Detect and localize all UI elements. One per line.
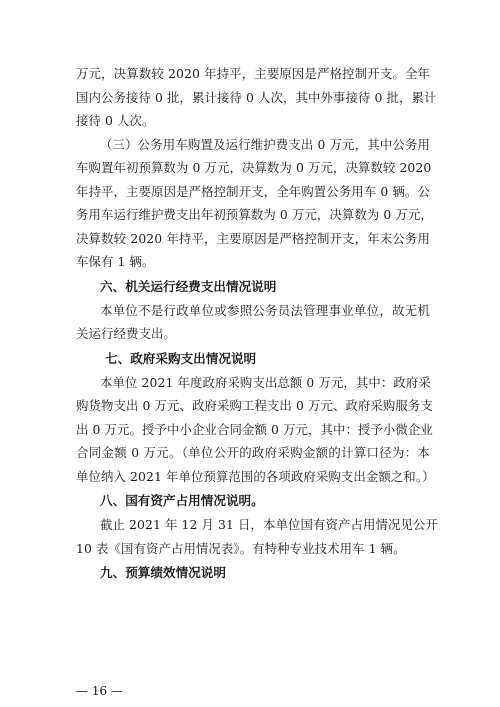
text-line: 年持平，主要原因是严格控制开支，全年购置公务用车 0 辆。公 (76, 183, 430, 199)
text-line: 截止 2021 年 12 月 31 日，本单位国有资产占用情况见公开 (100, 517, 438, 532)
section-heading-state-assets: 八、国有资产占用情况说明。 (100, 493, 264, 508)
text-line: 决算数较 2020 年持平，主要原因是严格控制开支，年末公务用 (76, 230, 430, 246)
paragraph-state-assets (76, 513, 438, 560)
section-heading-performance: 九、预算绩效情况说明 (100, 565, 226, 580)
text-line: 关运行经费支出。 (76, 326, 176, 341)
section-heading-operating-expenses: 六、机关运行经费支出情况说明 (100, 278, 277, 294)
document-body (76, 62, 438, 585)
page-number: — 16 — (76, 684, 123, 698)
text-line: 本单位 2021 年度政府采购支出总额 0 万元，其中：政府采 (100, 374, 431, 390)
text-line: 10 表《国有资产占用情况表》。有特种专业技术用车 1 辆。 (76, 540, 406, 556)
section-heading-government-procurement: 七、政府采购支出情况说明 (105, 350, 257, 366)
text-line: 车购置年初预算数为 0 万元，决算数为 0 万元，决算数较 2020 (76, 160, 432, 175)
text-line: 万元，决算数较 2020 年持平，主要原因是严格控制开支。全年 (76, 66, 430, 81)
text-line: 本单位不是行政单位或参照公务员法管理事业单位，故无机 (100, 302, 430, 318)
text-line: 接待 0 人次。 (76, 113, 155, 128)
text-line: （三）公务用车购置及运行维护费支出 0 万元，其中公务用 (100, 136, 430, 152)
text-line: 车保有 1 辆。 (76, 254, 155, 269)
paragraph-operating-expenses (76, 299, 430, 346)
text-line: 务用车运行维护费支出年初预算数为 0 万元，决算数为 0 万元， (76, 207, 433, 222)
text-line: 国内公务接待 0 批，累计接待 0 人次，其中外事接待 0 批，累计 (76, 89, 437, 105)
text-line: 单位纳入 2021 年单位预算范围的各项政府采购支出金额之和。） (76, 468, 435, 484)
paragraph-government-procurement (76, 371, 435, 489)
text-line: 购货物支出 0 万元、政府采购工程支出 0 万元、政府采购服务支 (76, 398, 433, 413)
paragraph-vehicle-expense (76, 133, 433, 274)
paragraph-reception-expense (76, 62, 437, 133)
text-line: 合同金额 0 万元。（单位公开的政府采购金额的计算口径为：本 (76, 445, 430, 460)
text-line: 出 0 万元。授予中小企业合同金额 0 万元，其中：授予小微企业 (76, 421, 433, 437)
